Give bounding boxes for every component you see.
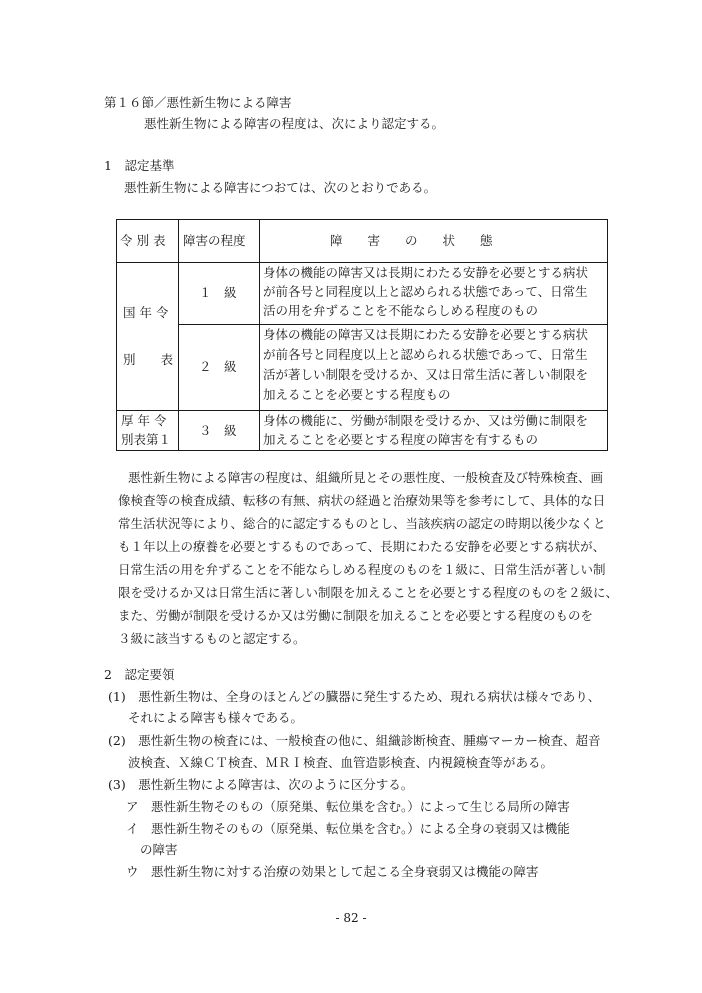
criteria-paragraph-line: また、労働が制限を受けるか又は労働に制限を加えることを必要とする程度のものを	[118, 608, 594, 623]
group-label-kokunen-2: 別 表	[123, 352, 174, 367]
guidelines-heading: 2 認定要領	[104, 667, 175, 682]
grade-3: ３ 級	[199, 423, 237, 438]
group-label-kounen: 厚 年 令	[121, 413, 167, 428]
table-group-rule	[117, 410, 607, 411]
criteria-paragraph-line: も１年以上の療養を必要とするものであって、長期にわたる安静を必要とする病状が、	[118, 539, 606, 554]
guideline-item-2-cont: 波検査、Ｘ線ＣＴ検査、ＭＲＩ検査、血管造影検査、内視鏡検査等がある。	[128, 755, 554, 770]
criteria-paragraph-line: ３級に該当するものと認定する。	[118, 631, 306, 646]
table-header-law: 令 別 表	[120, 233, 166, 248]
criteria-paragraph-line: 日常生活の用を弁ずることを不能ならしめる程度のものを１級に、日常生活が著しい制	[118, 562, 606, 577]
row-1-line: が前各号と同程度以上と認められる状態であって、日常生	[263, 284, 588, 299]
guideline-item-3: (3) 悪性新生物による障害は、次のように区分する。	[108, 777, 414, 792]
table-header-grade: 障害の程度	[183, 233, 246, 248]
table-col-rule	[178, 220, 179, 450]
row-2-line: 活が著しい制限を受けるか、又は日常生活に著しい制限を	[263, 367, 589, 382]
guideline-sub-i-cont: の障害	[140, 842, 178, 857]
guideline-sub-u: ウ 悪性新生物に対する治療の効果として起こる全身衰弱又は機能の障害	[126, 864, 539, 879]
criteria-paragraph-line: 常生活状況等により、総合的に認定するものとし、当該疾病の認定の時期以後少なくと	[118, 516, 606, 531]
criteria-paragraph-line: 限を受けるか又は日常生活に著しい制限を加えることを必要とする程度のものを２級に、	[118, 585, 619, 600]
grade-2: ２ 級	[199, 359, 237, 374]
group-label-kounen-2: 別表第１	[121, 432, 172, 447]
criteria-table	[116, 219, 608, 451]
page-number: - 82 -	[335, 911, 367, 925]
row-2-line: が前各号と同程度以上と認められる状態であって、日常生	[263, 347, 588, 362]
row-2-line: 身体の機能の障害又は長期にわたる安静を必要とする病状	[263, 327, 589, 342]
group-label-kokunen: 国 年 令	[123, 305, 169, 320]
guideline-item-1: (1) 悪性新生物は、全身のほとんどの臓器に発生するため、現れる病状は様々であり、	[108, 689, 601, 704]
grade-1: １ 級	[199, 285, 237, 300]
row-3-line: 加えることを必要とする程度の障害を有するもの	[263, 432, 539, 447]
section-title: 第１６節／悪性新生物による障害	[104, 95, 292, 110]
guideline-item-1-cont: それによる障害も様々である。	[128, 710, 304, 725]
table-header-state: 障 害 の 状 態	[330, 233, 493, 248]
criteria-lead: 悪性新生物による障害につおては、次のとおりである。	[124, 180, 437, 195]
guideline-item-2: (2) 悪性新生物の検査には、一般検査の他に、組織診断検査、腫瘍マーカー検査、超音	[108, 733, 601, 748]
row-1-line: 身体の機能の障害又は長期にわたる安静を必要とする病状	[263, 265, 589, 280]
criteria-heading: 1 認定基準	[104, 158, 175, 173]
intro-text: 悪性新生物による障害の程度は、次により認定する。	[144, 116, 445, 131]
criteria-paragraph-line: 悪性新生物による障害の程度は、組織所見とその悪性度、一般検査及び特殊検査、画	[128, 470, 604, 485]
table-header-rule	[117, 262, 607, 263]
row-3-line: 身体の機能に、労働が制限を受けるか、又は労働に制限を	[263, 413, 589, 428]
guideline-sub-a: ア 悪性新生物そのもの（原発巣、転位巣を含む。）によって生じる局所の障害	[126, 799, 570, 814]
row-2-line: 加えることを必要とする程度もの	[263, 387, 451, 402]
row-1-line: 活の用を弁ずることを不能ならしめる程度のもの	[263, 303, 539, 318]
table-col-rule	[259, 220, 260, 450]
guideline-sub-i: イ 悪性新生物そのもの（原発巣、転位巣を含む。）による全身の衰弱又は機能	[126, 821, 570, 836]
criteria-paragraph-line: 像検査等の検査成績、転移の有無、病状の経過と治療効果等を参考にして、具体的な日	[118, 493, 606, 508]
table-row-rule	[179, 324, 607, 325]
